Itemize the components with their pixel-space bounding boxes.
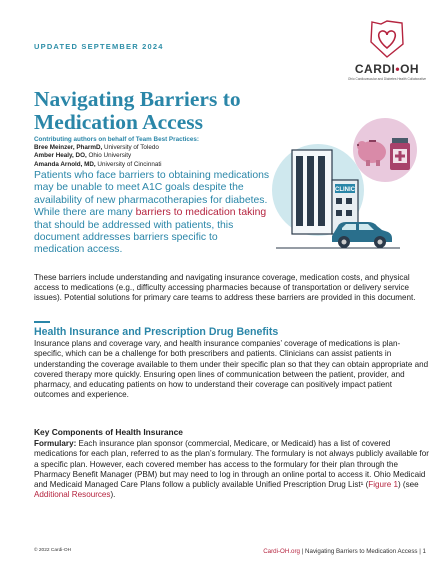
site-link[interactable]: Cardi-OH.org xyxy=(263,548,300,555)
author-item: Bree Meinzer, PharmD, University of Toledo xyxy=(34,144,159,152)
barriers-paragraph: These barriers include understanding and navigating insurance coverage, medication costs, and physical access to medications (e.g., difficulty accessing pharmacies because of transportation or delivery service issues). Potential solutions for primary care teams to address these barriers are provided in this document. xyxy=(34,273,416,302)
logo-wordmark: CARDI•OH xyxy=(354,62,420,76)
page-footer: Cardi-OH.org | Navigating Barriers to Medication Access | 1 xyxy=(263,548,426,555)
page-title: Navigating Barriers to Medication Access xyxy=(34,87,241,134)
cardi-oh-logo xyxy=(347,18,427,90)
figure-1-link[interactable]: Figure 1 xyxy=(368,480,398,490)
copyright: © 2022 Cardi-OH xyxy=(34,548,72,553)
car-icon xyxy=(332,222,392,248)
additional-resources-link[interactable]: Additional Resources xyxy=(34,490,111,500)
logo-subtitle: Ohio Cardiovascular and Diabetes Health Collaborative xyxy=(347,77,427,81)
updated-date: UPDATED SEPTEMBER 2024 xyxy=(34,42,164,51)
author-item: Amber Healy, DO, Ohio University xyxy=(34,152,132,160)
intro-paragraph: Patients who face barriers to obtaining medications may be unable to meet A1C goals despite the availability of new pharmacotherapies for diabetes. While there are many barriers to medication taking that should be addressed with patients, this document addresses barriers specific to medication access. xyxy=(34,170,270,256)
insurance-paragraph: Insurance plans and coverage vary, and health insurance companies’ coverage of medications is plan-specific, which can be a challenge for both prescribers and patients. Clinicians can assist patients in understanding the coverage available to them under their specific plan so that they can obtain appropriate and covered therapy more quickly. Ensuring open lines of communication between the patient, provider, and pharmacy, and educating patients on how to understand their coverage can positively impact patient outcomes and experience. xyxy=(34,339,429,400)
formulary-paragraph: Formulary: Each insurance plan sponsor (commercial, Medicare, or Medicaid) has a list of covered medications for each plan, referred to as the plan’s formulary. The formulary is not always publicly available for a specific plan. However, each covered member has access to the formulary for their plan through the Pharmacy Benefit Manager (PBM) but may need to log in through an online portal to access it. Ohio Medicaid and Medicaid Managed Care Plans follow a publicly available Unified Prescription Drug List¹ (Figure 1) (see Additional Resources). xyxy=(34,439,429,500)
clinic-illustration xyxy=(270,118,440,258)
barriers-link[interactable]: barriers to medication taking xyxy=(135,207,267,219)
author-list xyxy=(34,136,294,169)
author-item: Amanda Arnold, MD, University of Cincinnati xyxy=(34,160,162,168)
authors-lead: Contributing authors on behalf of Team Best Practices: xyxy=(34,136,200,143)
section-heading: Health Insurance and Prescription Drug Benefits xyxy=(34,326,279,338)
subheading: Key Components of Health Insurance xyxy=(34,427,183,437)
section-divider xyxy=(34,321,50,323)
clinic-sign: CLINIC xyxy=(335,187,355,193)
pill-bottle-icon xyxy=(390,138,410,170)
ohio-heart-icon xyxy=(367,18,407,60)
